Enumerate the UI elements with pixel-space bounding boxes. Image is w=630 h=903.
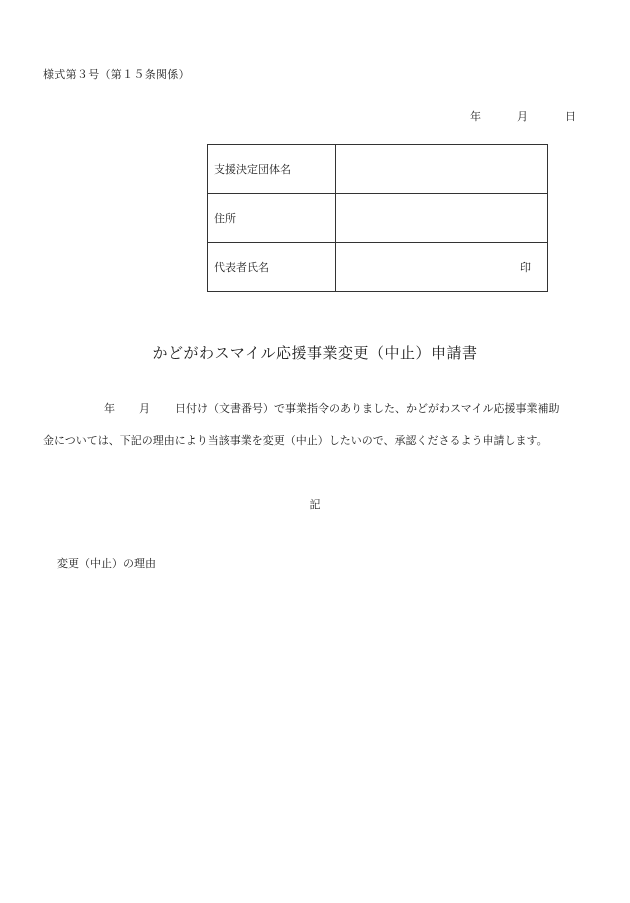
body-month-label: 月: [139, 402, 150, 415]
date-month-label: 月: [517, 110, 528, 123]
org-name-field: [336, 145, 548, 194]
body-text-line1: 日付け（文書番号）で事業指令のありました、かどがわスマイル応援事業補助: [175, 402, 560, 415]
date-day-label: 日: [565, 110, 576, 123]
document-title: かどがわスマイル応援事業変更（中止）申請書: [152, 344, 478, 362]
reason-heading: 変更（中止）の理由: [57, 557, 156, 570]
body-year-label: 年: [104, 402, 115, 415]
table-row: [208, 243, 548, 292]
org-name-label: 支援決定団体名: [208, 145, 336, 194]
ki-heading: 記: [309, 498, 321, 511]
applicant-table: [207, 144, 548, 292]
address-field: [336, 194, 548, 243]
seal-mark: 印: [520, 261, 531, 274]
table-row: [208, 145, 548, 194]
representative-field: [336, 243, 548, 292]
body-text-line2: 金については、下記の理由により当該事業を変更（中止）したいので、承認くださるよう申請します。: [43, 434, 548, 447]
date-year-label: 年: [470, 110, 481, 123]
table-row: [208, 194, 548, 243]
address-label: 住所: [208, 194, 336, 243]
form-number: 様式第３号（第１５条関係）: [43, 68, 190, 81]
representative-label: 代表者氏名: [208, 243, 336, 292]
